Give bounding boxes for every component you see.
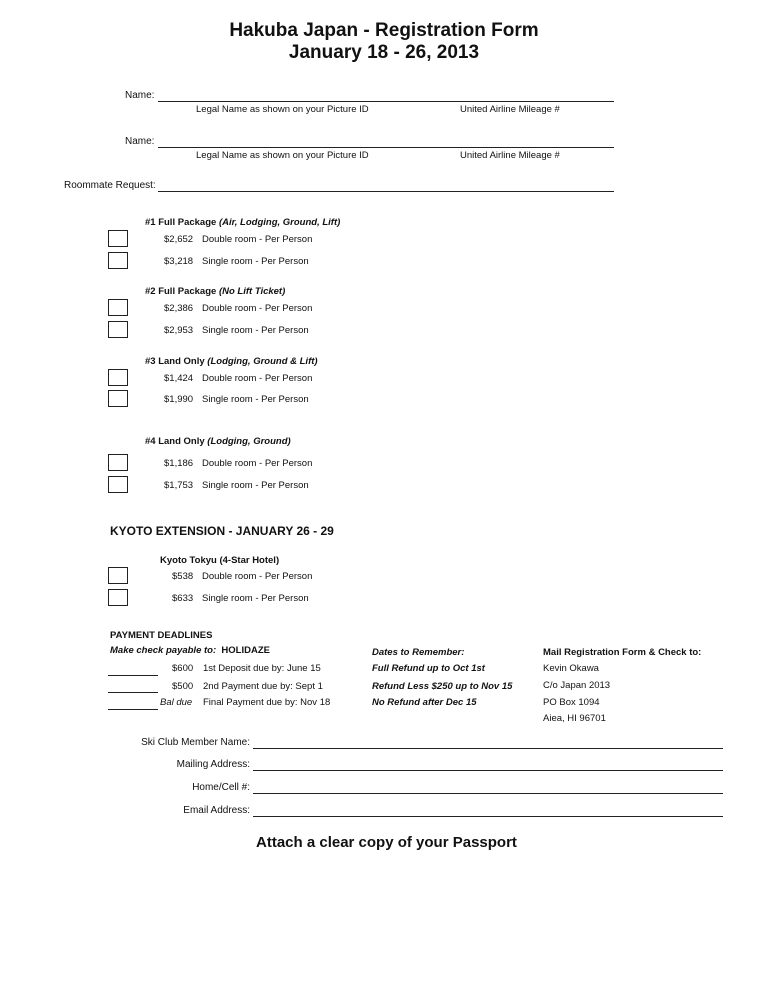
payment-amount-1: $600 (172, 663, 194, 674)
mileage-hint-2: United Airline Mileage # (460, 150, 560, 161)
package-2-single-price: $2,953 (164, 325, 194, 336)
passport-note: Attach a clear copy of your Passport (256, 834, 517, 851)
mileage-hint-1: United Airline Mileage # (460, 104, 560, 115)
kyoto-hotel: Kyoto Tokyu (4-Star Hotel) (160, 555, 280, 566)
package-3-single-checkbox[interactable] (108, 390, 128, 407)
name-label-2: Name: (125, 136, 155, 147)
member-name-line[interactable] (253, 748, 723, 749)
package-4-single-checkbox[interactable] (108, 476, 128, 493)
payment-amount-2: $500 (172, 681, 194, 692)
payment-amount-line-2[interactable] (108, 692, 158, 693)
package-4-single-desc: Single room - Per Person (202, 480, 309, 491)
kyoto-single-price: $633 (172, 593, 194, 604)
email-line[interactable] (253, 816, 723, 817)
package-2-single-checkbox[interactable] (108, 321, 128, 338)
mailing-address-label: Mailing Address: (176, 759, 250, 770)
form-title: Hakuba Japan - Registration Form (229, 20, 539, 41)
legal-name-hint-1: Legal Name as shown on your Picture ID (196, 104, 369, 115)
package-1-header: #1 Full Package (Air, Lodging, Ground, Lift) (145, 217, 341, 228)
payment-desc-1: 1st Deposit due by: June 15 (203, 663, 321, 674)
kyoto-single-desc: Single room - Per Person (202, 593, 309, 604)
package-2-header: #2 Full Package (No Lift Ticket) (145, 286, 286, 297)
package-1-double-desc: Double room - Per Person (202, 234, 313, 245)
payment-amount-3: Bal due (160, 697, 193, 708)
package-2-double-price: $2,386 (164, 303, 194, 314)
email-label: Email Address: (183, 805, 250, 816)
phone-label: Home/Cell #: (192, 782, 250, 793)
package-1-double-checkbox[interactable] (108, 230, 128, 247)
package-3-double-desc: Double room - Per Person (202, 373, 313, 384)
payable-line (110, 645, 270, 656)
payment-amount-line-1[interactable] (108, 675, 158, 676)
name-label-1: Name: (125, 90, 155, 101)
package-2-double-checkbox[interactable] (108, 299, 128, 316)
payment-desc-3: Final Payment due by: Nov 18 (203, 697, 331, 708)
payable-to: HOLIDAZE (221, 645, 270, 656)
package-1-single-price: $3,218 (164, 256, 194, 267)
package-3-single-price: $1,990 (164, 394, 194, 405)
phone-line[interactable] (253, 793, 723, 794)
package-4-double-price: $1,186 (164, 458, 194, 469)
name-line-2[interactable] (158, 147, 614, 148)
date-item-3: No Refund after Dec 15 (372, 697, 477, 708)
package-4-header: #4 Land Only (Lodging, Ground) (145, 436, 291, 447)
name-line-1[interactable] (158, 101, 614, 102)
package-4-double-desc: Double room - Per Person (202, 458, 313, 469)
package-1-double-price: $2,652 (164, 234, 194, 245)
kyoto-heading: KYOTO EXTENSION - JANUARY 26 - 29 (110, 524, 334, 538)
payment-amount-line-3[interactable] (108, 709, 158, 710)
mail-line-3: PO Box 1094 (543, 697, 600, 708)
kyoto-single-checkbox[interactable] (108, 589, 128, 606)
package-2-single-desc: Single room - Per Person (202, 325, 309, 336)
kyoto-double-desc: Double room - Per Person (202, 571, 313, 582)
mail-line-1: Kevin Okawa (543, 663, 599, 674)
payable-label: Make check payable to: (110, 645, 217, 656)
legal-name-hint-2: Legal Name as shown on your Picture ID (196, 150, 369, 161)
mail-line-4: Aiea, HI 96701 (543, 713, 606, 724)
package-3-double-price: $1,424 (164, 373, 194, 384)
mail-line-2: C/o Japan 2013 (543, 680, 611, 691)
date-item-1: Full Refund up to Oct 1st (372, 663, 485, 674)
package-3-double-checkbox[interactable] (108, 369, 128, 386)
package-1-single-desc: Single room - Per Person (202, 256, 309, 267)
package-3-single-desc: Single room - Per Person (202, 394, 309, 405)
member-name-label: Ski Club Member Name: (141, 737, 250, 748)
kyoto-double-price: $538 (172, 571, 194, 582)
package-4-double-checkbox[interactable] (108, 454, 128, 471)
mailing-address-line[interactable] (253, 770, 723, 771)
package-2-double-desc: Double room - Per Person (202, 303, 313, 314)
dates-heading: Dates to Remember: (372, 647, 465, 658)
payment-desc-2: 2nd Payment due by: Sept 1 (203, 681, 323, 692)
form-dates: January 18 - 26, 2013 (288, 42, 480, 63)
package-1-single-checkbox[interactable] (108, 252, 128, 269)
package-3-header: #3 Land Only (Lodging, Ground & Lift) (145, 356, 318, 367)
kyoto-double-checkbox[interactable] (108, 567, 128, 584)
package-4-single-price: $1,753 (164, 480, 194, 491)
roommate-label: Roommate Request: (64, 180, 156, 191)
date-item-2: Refund Less $250 up to Nov 15 (372, 681, 513, 692)
mail-heading: Mail Registration Form & Check to: (543, 647, 702, 658)
payment-heading: PAYMENT DEADLINES (110, 630, 213, 641)
roommate-line[interactable] (158, 191, 614, 192)
